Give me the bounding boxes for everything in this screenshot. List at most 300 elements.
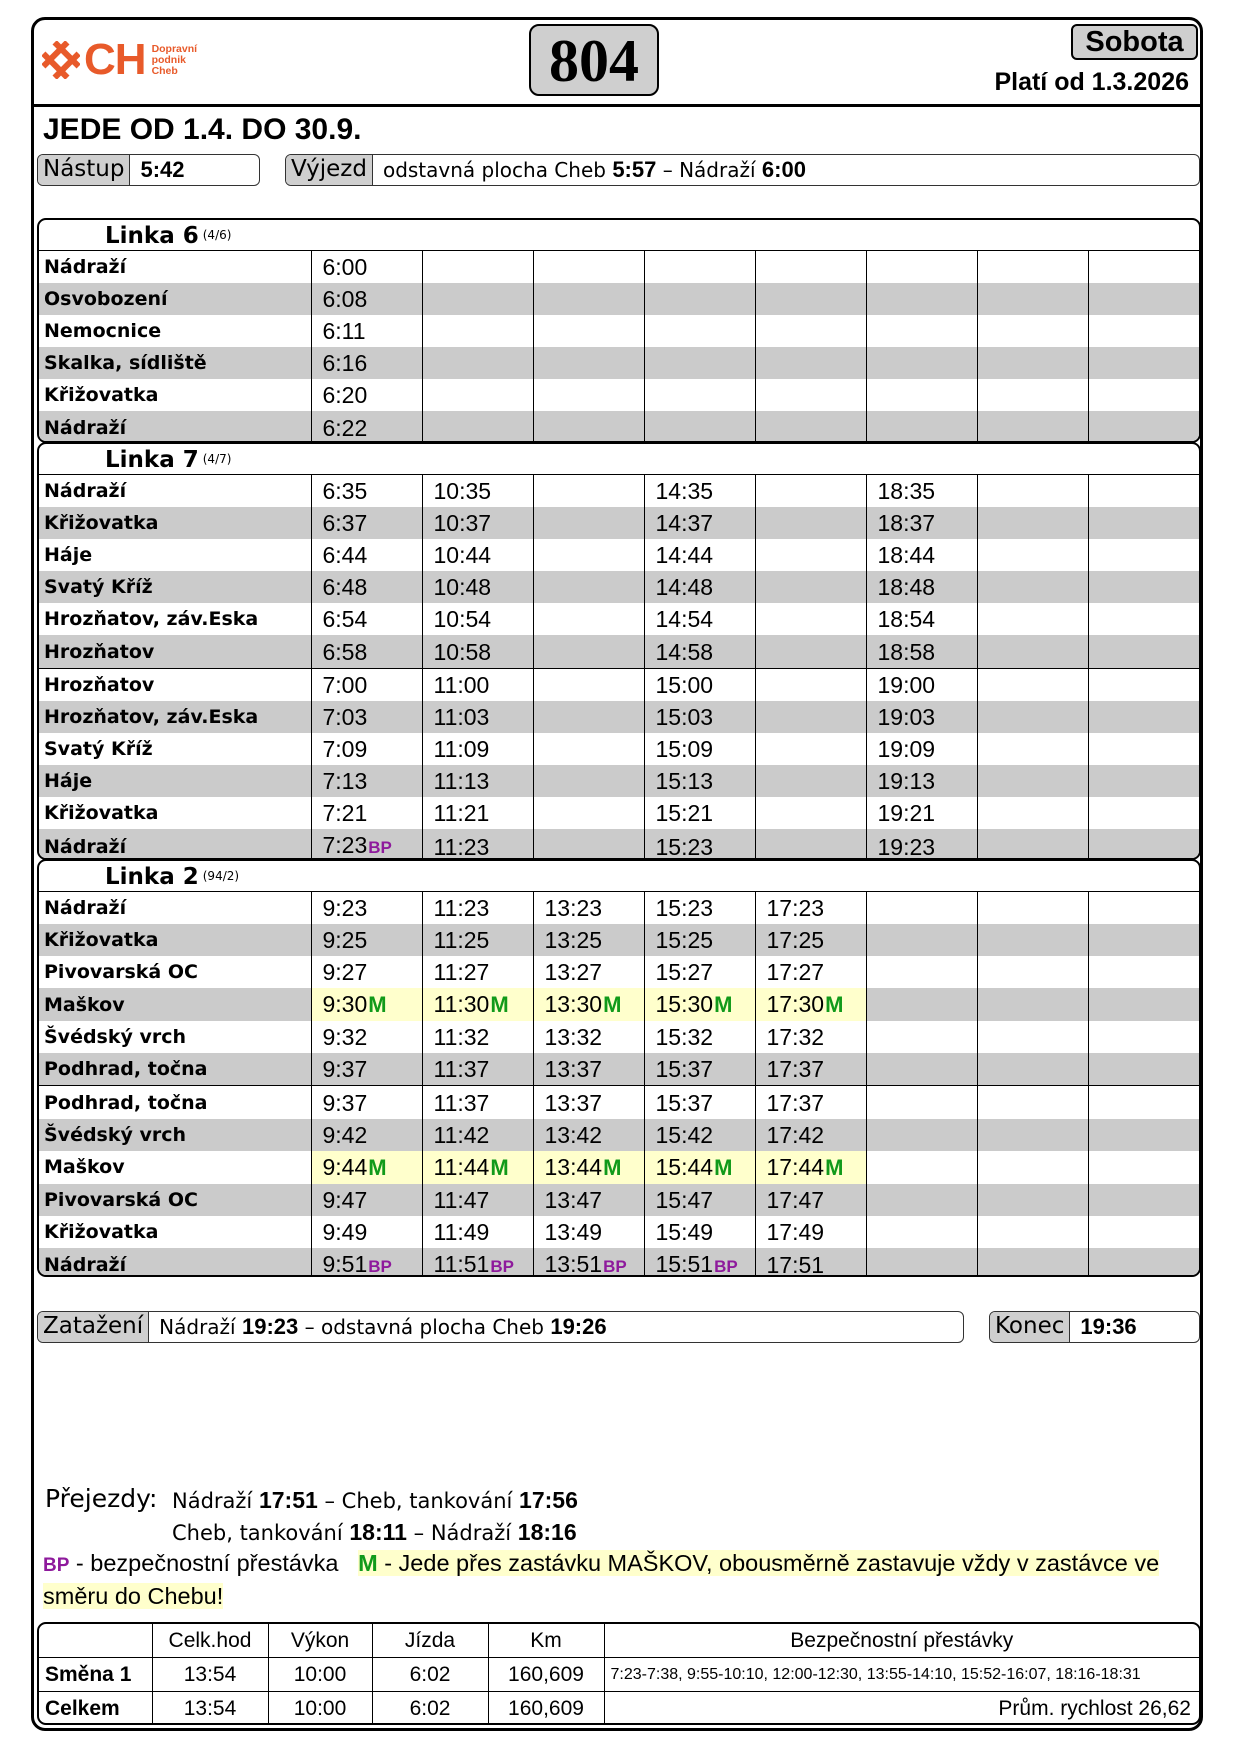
timetable-row [39, 1086, 1199, 1119]
departure-time: 11:30 [433, 991, 490, 1018]
timetable-row [39, 635, 1199, 668]
departure-time-cell [533, 892, 644, 924]
departure-time-cell [866, 1086, 977, 1119]
timetable-row [39, 603, 1199, 635]
departure-time: 15:47 [655, 1186, 714, 1213]
departure-time: 10:35 [433, 478, 492, 505]
departure-time-cell [311, 251, 422, 283]
departure-time-cell [533, 701, 644, 733]
return-to: odstavná plocha Cheb [320, 1315, 544, 1339]
departure-time-cell [755, 251, 866, 283]
departure-time-cell [422, 1086, 533, 1119]
departure-time-cell [311, 635, 422, 668]
departure-time: 11:25 [433, 927, 490, 954]
departure-time-cell [311, 603, 422, 635]
timetable-row [39, 1119, 1199, 1151]
timetable-row [39, 797, 1199, 829]
departure-time: 13:32 [544, 1024, 603, 1051]
departure-time-cell [1088, 539, 1199, 571]
departure-time-cell [977, 283, 1088, 315]
departure-time: 7:13 [322, 767, 368, 794]
departure-time: 9:49 [322, 1218, 368, 1245]
departure-time-cell [1088, 956, 1199, 988]
departure-time-cell [311, 701, 422, 733]
departure-time: 17:44 [766, 1153, 825, 1180]
departure-time-cell [866, 379, 977, 411]
departure-time-cell [644, 635, 755, 668]
departure-time-cell [311, 507, 422, 539]
departure-time-cell [977, 1216, 1088, 1248]
departure-time: 6:22 [322, 414, 368, 441]
departure-time: 9:42 [322, 1121, 368, 1148]
departure-time: 14:48 [655, 574, 714, 601]
departure-time-cell [644, 1086, 755, 1119]
departure-time-cell [644, 571, 755, 603]
departure-time-cell [311, 892, 422, 924]
departure-time-cell [1088, 635, 1199, 668]
departure-time-cell [311, 668, 422, 701]
timetable-row [39, 507, 1199, 539]
departure-time: 17:37 [766, 1089, 825, 1116]
departure-time-cell [311, 1119, 422, 1151]
departure-time: 17:47 [766, 1186, 825, 1213]
transfer-item [172, 1487, 578, 1514]
maskov-mark: M [490, 1154, 509, 1180]
departure-time-cell [533, 1248, 644, 1277]
departure-time-cell [533, 251, 644, 283]
departure-time: 10:54 [433, 606, 492, 633]
shift-number: 804 [529, 24, 659, 96]
departure-time-cell [311, 379, 422, 411]
departure-time-cell [977, 315, 1088, 347]
departure-time: 15:00 [655, 671, 714, 698]
departure-time-cell [533, 571, 644, 603]
departure-time-cell [977, 571, 1088, 603]
safety-break-mark: BP [714, 1256, 738, 1276]
departure-time-cell [977, 1021, 1088, 1053]
departure-time-cell [977, 892, 1088, 924]
departure-time: 13:44 [544, 1153, 603, 1180]
departure-time: 15:30 [655, 991, 714, 1018]
timetable-row [39, 379, 1199, 411]
departure-time: 7:23 [322, 832, 368, 859]
departure-time: 14:35 [655, 478, 714, 505]
transfer-from-time: 18:11 [349, 1519, 407, 1545]
departure-time-cell [644, 1021, 755, 1053]
departure-time-cell [977, 507, 1088, 539]
stop-name: Maškov [44, 1156, 125, 1179]
departure-time: 9:32 [322, 1024, 368, 1051]
departure-time-cell [422, 924, 533, 956]
departure-time-cell [644, 539, 755, 571]
summary-row-label: Celkem [39, 1692, 152, 1726]
stop-name: Háje [39, 765, 311, 797]
departure-time: 11:21 [433, 799, 490, 826]
stop-name: Háje [44, 544, 93, 567]
departure-time-cell [422, 507, 533, 539]
departure-time-cell [311, 1021, 422, 1053]
departure-time: 10:48 [433, 574, 492, 601]
transfer-to-time: 18:16 [517, 1519, 577, 1545]
timetable-row [39, 924, 1199, 956]
departure-time-cell [644, 475, 755, 507]
departure-time-cell [755, 1184, 866, 1216]
departure-time-cell [755, 988, 866, 1021]
transfer-from: Cheb, tankování [172, 1521, 343, 1545]
departure-time: 15:23 [655, 895, 714, 922]
departure-time: 13:30 [544, 991, 603, 1018]
departure-time-cell [1088, 379, 1199, 411]
stop-name: Nádraží [39, 829, 311, 860]
departure-time: 6:16 [322, 350, 368, 377]
departure-time-cell [977, 1053, 1088, 1086]
departure-to: Nádraží [679, 158, 756, 182]
stop-name: Osvobození [39, 283, 311, 315]
departure-time: 11:44 [433, 1153, 490, 1180]
departure-time: 19:09 [877, 735, 936, 762]
departure-time-cell [644, 829, 755, 860]
departure-time-cell [755, 347, 866, 379]
departure-time-cell [1088, 251, 1199, 283]
departure-time-cell [866, 571, 977, 603]
departure-time-cell [755, 1021, 866, 1053]
departure-time-cell [755, 924, 866, 956]
end-box [989, 1311, 1200, 1343]
start-box [37, 154, 260, 186]
departure-time-cell [755, 475, 866, 507]
departure-time-cell [1088, 1086, 1199, 1119]
departure-time-cell [866, 701, 977, 733]
maskov-mark: M [714, 1154, 733, 1180]
departure-time-cell [977, 956, 1088, 988]
summary-cell: 160,609 [488, 1692, 604, 1726]
maskov-mark: M [825, 992, 844, 1018]
departure-time-cell [533, 733, 644, 765]
departure-time-cell [533, 924, 644, 956]
departure-time-cell [755, 603, 866, 635]
summary-cell: 6:02 [372, 1692, 488, 1726]
departure-time-cell [644, 251, 755, 283]
departure-time-cell [644, 347, 755, 379]
departure-time-cell [644, 733, 755, 765]
departure-time-cell [422, 956, 533, 988]
departure-time: 6:11 [322, 318, 366, 345]
stop-name: Svatý Kříž [39, 571, 311, 603]
departure-time-cell [422, 1248, 533, 1277]
departure-time: 19:21 [877, 799, 936, 826]
departure-time: 15:42 [655, 1121, 714, 1148]
departure-time: 17:42 [766, 1121, 825, 1148]
transfer-from-time: 17:51 [258, 1487, 318, 1513]
departure-time-cell [1088, 1248, 1199, 1277]
departure-time-cell [1088, 315, 1199, 347]
maskov-mark: M [825, 1154, 844, 1180]
stop-name: Pivovarská OC [44, 961, 198, 984]
departure-time-cell [422, 733, 533, 765]
summary-header: Bezpečnostní přestávky [604, 1624, 1199, 1658]
departure-time-cell [311, 315, 422, 347]
departure-time-cell [866, 668, 977, 701]
departure-time: 6:35 [322, 478, 368, 505]
departure-time: 6:48 [322, 574, 368, 601]
transfer-to-time: 17:56 [519, 1487, 578, 1513]
end-label: Konec [990, 1312, 1070, 1342]
return-trip-route [149, 1312, 616, 1342]
departure-time: 6:54 [322, 606, 368, 633]
dash: – [304, 1315, 315, 1339]
linka-header [39, 444, 1199, 475]
departure-time-cell [1088, 668, 1199, 701]
departure-time-cell [533, 315, 644, 347]
departure-time: 19:13 [877, 767, 936, 794]
departure-time: 9:30 [322, 991, 368, 1018]
timetable-row [39, 1184, 1199, 1216]
departure-time-cell [644, 988, 755, 1021]
departure-time: 15:27 [655, 959, 714, 986]
timetable-row [39, 283, 1199, 315]
departure-time-cell [977, 988, 1088, 1021]
departure-time: 9:37 [322, 1089, 368, 1116]
legend-bp-key: BP [43, 1555, 70, 1576]
departure-time: 11:37 [433, 1056, 490, 1083]
legend [43, 1548, 1193, 1611]
departure-time-cell [1088, 924, 1199, 956]
dash: – [324, 1489, 335, 1513]
departure-time-cell [311, 733, 422, 765]
departure-time-cell [644, 892, 755, 924]
timetable-row [39, 668, 1199, 701]
summary-cell: 10:00 [268, 1692, 372, 1726]
departure-time-cell [866, 507, 977, 539]
departure-time: 13:37 [544, 1089, 603, 1116]
stop-name: Švédský vrch [44, 1026, 187, 1049]
summary-table [37, 1622, 1201, 1725]
departure-time: 15:21 [655, 799, 714, 826]
departure-time-cell [1088, 1053, 1199, 1086]
timetable-row [39, 251, 1199, 283]
stop-name: Podhrad, točna [39, 1086, 311, 1119]
linka-title: Linka 7 [105, 447, 199, 473]
departure-time-cell [755, 765, 866, 797]
departure-time-cell [1088, 603, 1199, 635]
departure-box [285, 154, 1200, 186]
return-trip-box [37, 1311, 964, 1343]
departure-time-cell [422, 635, 533, 668]
summary-header: Jízda [372, 1624, 488, 1658]
summary-cell: 6:02 [372, 1658, 488, 1692]
departure-time-cell [1088, 283, 1199, 315]
departure-time-cell [866, 1248, 977, 1277]
return-to-time: 19:26 [550, 1314, 607, 1339]
departure-time: 11:49 [433, 1218, 490, 1245]
day-badge: Sobota [1071, 24, 1198, 60]
departure-time-cell [977, 1151, 1088, 1184]
summary-cell: 160,609 [488, 1658, 604, 1692]
departure-time: 13:49 [544, 1218, 603, 1245]
departure-time: 6:00 [322, 254, 368, 281]
departure-time: 10:44 [433, 542, 492, 569]
departure-time-cell [1088, 571, 1199, 603]
return-from: Nádraží [159, 1315, 236, 1339]
stop-name: Křižovatka [39, 924, 311, 956]
departure-time-cell [755, 571, 866, 603]
departure-time-cell [977, 701, 1088, 733]
departure-time-cell [311, 411, 422, 443]
departure-time: 18:48 [877, 574, 936, 601]
departure-time-cell [533, 507, 644, 539]
departure-time-cell [644, 1119, 755, 1151]
departure-time-cell [977, 765, 1088, 797]
departure-time-cell [533, 1119, 644, 1151]
maskov-mark: M [714, 992, 733, 1018]
return-from-time: 19:23 [241, 1314, 299, 1339]
safety-break-mark: BP [368, 1256, 392, 1276]
company-logo [42, 35, 198, 84]
departure-time-cell [755, 956, 866, 988]
departure-time: 9:27 [322, 959, 368, 986]
departure-time-cell [644, 283, 755, 315]
departure-time-cell [866, 733, 977, 765]
departure-time-cell [533, 1216, 644, 1248]
valid-from: Platí od 1.3.2026 [994, 68, 1189, 96]
summary-row-label: Směna 1 [39, 1658, 152, 1692]
departure-time-cell [422, 251, 533, 283]
departure-time-cell [533, 1184, 644, 1216]
departure-time: 13:23 [544, 895, 603, 922]
departure-time-cell [311, 1151, 422, 1184]
stop-name: Maškov [39, 988, 311, 1021]
departure-time-cell [1088, 1021, 1199, 1053]
departure-time-cell [866, 1119, 977, 1151]
linka-2-table [37, 859, 1201, 1277]
departure-time: 14:37 [655, 510, 714, 537]
departure-time-cell [422, 765, 533, 797]
header-divider [31, 104, 1203, 107]
departure-time-cell [755, 1248, 866, 1277]
logo-line: Cheb [151, 64, 178, 77]
departure-time: 11:32 [433, 1024, 490, 1051]
departure-time: 17:23 [766, 895, 825, 922]
stop-name: Křižovatka [44, 384, 159, 407]
departure-time: 17:25 [766, 927, 825, 954]
departure-time-cell [755, 507, 866, 539]
linka-code: (94/2) [202, 869, 240, 883]
safety-break-mark: BP [368, 838, 392, 858]
departure-time-cell [866, 411, 977, 443]
departure-time-cell [311, 1053, 422, 1086]
timetable-row [39, 315, 1199, 347]
linka-code: (4/7) [202, 452, 232, 466]
departure-time-cell [755, 829, 866, 860]
stop-name: Nádraží [39, 1248, 311, 1277]
departure-time-cell [755, 1119, 866, 1151]
departure-time-cell [755, 1053, 866, 1086]
departure-time-cell [866, 1184, 977, 1216]
departure-time-cell [533, 283, 644, 315]
departure-time-cell [422, 668, 533, 701]
departure-time-cell [311, 475, 422, 507]
departure-time-cell [866, 797, 977, 829]
departure-time-cell [1088, 475, 1199, 507]
departure-time-cell [977, 668, 1088, 701]
departure-time-cell [644, 956, 755, 988]
departure-time: 11:37 [433, 1089, 490, 1116]
departure-time: 15:13 [655, 767, 714, 794]
departure-time-cell [311, 924, 422, 956]
logo-mark: CH [84, 35, 146, 84]
stop-name: Křižovatka [44, 801, 159, 824]
timetable-row [39, 892, 1199, 924]
departure-time-cell [422, 379, 533, 411]
departure-time: 15:09 [655, 735, 714, 762]
maskov-mark: M [368, 992, 387, 1018]
end-time [1070, 1312, 1146, 1342]
departure-time: 7:21 [322, 799, 368, 826]
departure-time-cell [311, 829, 422, 860]
departure-time-cell [311, 1216, 422, 1248]
departure-time-cell [533, 765, 644, 797]
departure-time-cell [755, 539, 866, 571]
departure-time-cell [422, 1216, 533, 1248]
departure-time: 17:51 [766, 1252, 825, 1277]
departure-time-cell [311, 539, 422, 571]
safety-break-mark: BP [603, 1256, 627, 1276]
departure-time-cell [1088, 829, 1199, 860]
departure-time: 15:51 [655, 1250, 714, 1277]
end-time-value: 19:36 [1080, 1314, 1137, 1339]
departure-time-cell [311, 956, 422, 988]
dash: – [413, 1521, 425, 1545]
departure-time-cell [977, 379, 1088, 411]
departure-time-cell [422, 347, 533, 379]
summary-cell: 10:00 [268, 1658, 372, 1692]
departure-time-cell [422, 475, 533, 507]
departure-time-cell [533, 1151, 644, 1184]
start-time [130, 155, 194, 185]
departure-time-cell [644, 924, 755, 956]
departure-time: 11:27 [433, 959, 490, 986]
departure-time-cell [533, 829, 644, 860]
departure-time-cell [1088, 507, 1199, 539]
departure-time-cell [644, 1053, 755, 1086]
departure-time: 13:47 [544, 1186, 603, 1213]
departure-time: 9:51 [322, 1250, 368, 1277]
departure-time: 9:47 [322, 1186, 368, 1213]
safety-breaks: 7:23-7:38, 9:55-10:10, 12:00-12:30, 13:55-14:10, 15:52-16:07, 18:16-18:31 [604, 1658, 1199, 1692]
departure-time-cell [1088, 347, 1199, 379]
return-trip-label: Zatažení [38, 1312, 149, 1342]
departure-time: 6:44 [322, 542, 368, 569]
departure-time-cell [644, 1151, 755, 1184]
departure-time-cell [644, 1248, 755, 1277]
summary-header [39, 1624, 152, 1658]
timetable-row [39, 411, 1199, 443]
departure-time: 9:44 [322, 1153, 368, 1180]
departure-time: 11:09 [433, 735, 490, 762]
departure-time-cell [422, 1053, 533, 1086]
departure-time-cell [1088, 701, 1199, 733]
departure-time: 15:37 [655, 1089, 714, 1116]
departure-time-cell [1088, 988, 1199, 1021]
departure-time-cell [422, 315, 533, 347]
departure-time-cell [1088, 733, 1199, 765]
departure-time-cell [644, 411, 755, 443]
linka-name [105, 220, 231, 251]
departure-time: 7:00 [322, 671, 368, 698]
summary-cell: 13:54 [152, 1692, 268, 1726]
dash: – [662, 158, 673, 182]
departure-time-cell [866, 283, 977, 315]
